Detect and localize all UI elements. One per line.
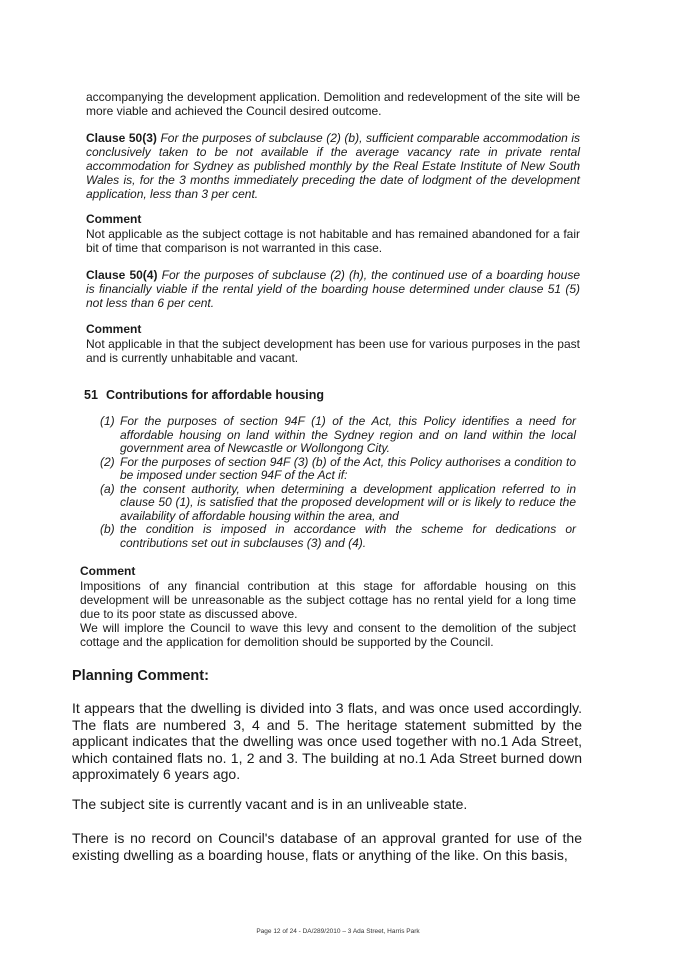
list-item-text: For the purposes of section 94F (1) of the Act, this Policy identifies a need for affordable housing on land within the Sydney region and on land within the local government area of Newcastle or Wollongong City.	[120, 414, 576, 455]
list-item-label: (1)	[100, 414, 115, 428]
section-51-heading	[84, 388, 324, 402]
comment-3-text-1: Impositions of any financial contribution at this stage for affordable housing on this development will be unreasonable as the subject cottage has no rental yield for a long time due to its poor state as discussed above.	[80, 579, 576, 621]
planning-paragraph-3: There is no record on Council's database of an approval granted for use of the existing dwelling as a boarding house, flats or anything of the like. On this basis,	[72, 830, 582, 863]
intro-paragraph: accompanying the development application. Demolition and redevelopment of the site will be more viable and achieved the Council desired outcome.	[86, 90, 580, 118]
list-item-text: the consent authority, when determining a development application referred to in clause 50 (1), is satisfied that the proposed development will or is likely to reduce the availability of affordable housing within the area, and	[120, 481, 576, 523]
page-footer: Page 12 of 24 - DA/289/2010 – 3 Ada Street, Harris Park	[256, 928, 420, 935]
clause-50-3-text: For the purposes of subclause (2) (b), sufficient comparable accommodation is conclusively taken to be not available if the average vacancy rate in private rental accommodation for Sydney as published monthly by the Real Estate Institute of New South Wales is, for the 3 months immediately preceding the date of lodgment of the development application, less than 3 per cent.	[86, 131, 580, 201]
planning-comment-heading: Planning Comment:	[72, 668, 209, 684]
list-item-text: For the purposes of section 94F (3) (b) of the Act, this Policy authorises a condition to be imposed under section 94F of the Act if:	[120, 454, 576, 482]
list-item-label: (a)	[100, 481, 115, 496]
section-51-list	[100, 415, 576, 550]
comment-3-text-2: We will implore the Council to wave this levy and consent to the demolition of the subject cottage and the application for demolition should be supported by the Council.	[80, 621, 576, 649]
planning-paragraph-2: The subject site is currently vacant and is in an unliveable state.	[72, 796, 468, 812]
list-item	[100, 456, 576, 483]
clause-50-3-label: Clause 50(3)	[86, 131, 157, 145]
list-item-label: (b)	[100, 522, 115, 536]
section-51-title: Contributions for affordable housing	[106, 388, 325, 402]
clause-50-4-text: For the purposes of subclause (2) (h), the continued use of a boarding house is financially viable if the rental yield of the boarding house determined under clause 51 (5) not less than 6 per cent.	[86, 268, 580, 310]
list-item	[100, 523, 576, 550]
comment-2-text: Not applicable in that the subject development has been use for various purposes in the past and is currently unhabitable and vacant.	[86, 337, 580, 365]
comment-2-heading: Comment	[86, 322, 142, 336]
comment-3-heading: Comment	[80, 564, 136, 578]
comment-1-text: Not applicable as the subject cottage is not habitable and has remained abandoned for a fair bit of time that comparison is not warranted in this case.	[86, 227, 580, 255]
clause-50-4-paragraph	[86, 268, 580, 310]
list-item-text: the condition is imposed in accordance with the scheme for dedications or contributions set out in subclauses (3) and (4).	[120, 522, 576, 550]
comment-1-heading: Comment	[86, 212, 142, 226]
list-item	[100, 415, 576, 456]
list-item	[100, 483, 576, 524]
clause-50-4-label: Clause 50(4)	[86, 268, 158, 282]
list-item-label: (2)	[100, 454, 115, 469]
section-51-number: 51	[84, 388, 98, 402]
planning-paragraph-1: It appears that the dwelling is divided into 3 flats, and was once used accordingly. The flats are numbered 3, 4 and 5. The heritage statement submitted by the applicant indicates that the dwelling was once used together with no.1 Ada Street, which contained flats no. 1, 2 and 3. The building at no.1 Ada Street burned down approximately 6 years ago.	[72, 700, 582, 782]
clause-50-3-paragraph	[86, 131, 580, 201]
